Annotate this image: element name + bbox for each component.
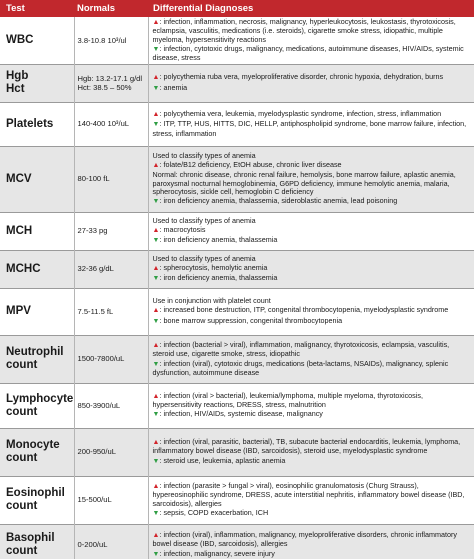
up-triangle-icon: ▲ bbox=[152, 226, 160, 234]
up-triangle-icon: ▲ bbox=[152, 482, 160, 490]
normals-cell bbox=[74, 102, 148, 146]
up-triangle-icon: ▲ bbox=[152, 439, 160, 447]
header-normals: Normals bbox=[77, 3, 116, 14]
diagnosis-text: : macrocytosis bbox=[159, 224, 206, 234]
diagnosis-text: : steroid use, leukemia, aplastic anemia bbox=[159, 455, 286, 465]
down-triangle-icon: ▼ bbox=[152, 457, 160, 465]
diagnosis-line bbox=[153, 410, 473, 419]
differential-cell bbox=[148, 146, 474, 212]
test-name: count bbox=[6, 405, 38, 418]
table-row bbox=[0, 428, 474, 476]
diagnosis-text: : iron deficiency anemia, thalassemia bbox=[159, 273, 278, 283]
test-name: count bbox=[6, 500, 38, 512]
diagnosis-line bbox=[153, 120, 473, 138]
diagnosis-text: : polycythemia ruba vera, myeloproliferative disorder, chronic hypoxia, dehydration, burns bbox=[159, 72, 444, 82]
up-triangle-icon: ▲ bbox=[152, 19, 160, 26]
test-name: count bbox=[6, 359, 38, 371]
differential-cell bbox=[148, 212, 474, 250]
test-name-cell bbox=[0, 102, 74, 146]
up-triangle-icon: ▲ bbox=[152, 264, 160, 272]
normals-cell bbox=[74, 17, 148, 64]
normal-range: Hct: 38.5 – 50% bbox=[77, 83, 132, 92]
diagnosis-text: Used to classify types of anemia bbox=[152, 253, 256, 263]
diagnosis-text: : infection, inflammation, necrosis, malignancy, hyperleukocytosis, leukostasis, thyrotoxicosis, eclampsia, vasculitis, medications (i.e. steroids), cigarette smoke stress, idiopathic, multiple myeloma, hypersensitivity reactions bbox=[152, 17, 456, 44]
diagnosis-line bbox=[153, 255, 473, 263]
normal-range: Hgb: 13.2-17.1 g/dl bbox=[77, 73, 143, 83]
test-name-cell bbox=[0, 383, 74, 428]
test-name-cell bbox=[0, 212, 74, 250]
normal-range: 7.5-11.5 fL bbox=[77, 306, 114, 316]
diagnosis-line bbox=[153, 306, 473, 315]
test-name-cell bbox=[0, 146, 74, 212]
up-triangle-icon: ▲ bbox=[152, 392, 160, 400]
table-row bbox=[0, 524, 474, 559]
diagnosis-text: : bone marrow suppression, congenital thrombocytopenia bbox=[159, 315, 343, 325]
diagnosis-line bbox=[153, 84, 473, 93]
normal-range: 27-33 pg bbox=[77, 226, 108, 236]
normals-cell bbox=[74, 212, 148, 250]
normals-cell bbox=[74, 250, 148, 288]
diagnosis-text: Used to classify types of anemia bbox=[152, 215, 256, 225]
header-differential: Differential Diagnoses bbox=[153, 3, 254, 14]
test-name-cell bbox=[0, 524, 74, 559]
test-name-cell bbox=[0, 476, 74, 524]
down-triangle-icon: ▼ bbox=[152, 84, 160, 92]
diagnosis-line bbox=[153, 274, 473, 283]
normal-range: 3.8-10.8 10³/ul bbox=[77, 35, 127, 45]
up-triangle-icon: ▲ bbox=[152, 341, 160, 349]
test-name: Hct bbox=[6, 83, 25, 95]
diagnosis-text: Normal: chronic disease, chronic renal failure, hemolysis, bone marrow failure, aplastic anemia, paroxysmal nocturnal hemoglobinemia, G6PD deficiency, immune hemolytic anemia, malaria, spherocytosis, sickle cell, hemoglobin C deficiency bbox=[152, 170, 456, 196]
test-name: Neutrophil bbox=[6, 346, 64, 358]
normals-cell bbox=[74, 146, 148, 212]
diagnosis-text: : iron deficiency anemia, thalassemia, sideroblastic anemia, lead poisoning bbox=[159, 196, 398, 206]
diagnosis-line bbox=[153, 360, 473, 378]
table-row bbox=[0, 288, 474, 335]
table-row bbox=[0, 102, 474, 146]
diagnosis-text: : increased bone destruction, ITP, congenital thrombocytopenia, myelodysplastic syndrome bbox=[159, 305, 449, 315]
normals-cell bbox=[74, 335, 148, 383]
normals-cell bbox=[74, 428, 148, 476]
test-name: Lymphocyte bbox=[6, 392, 74, 405]
diagnosis-line bbox=[153, 509, 473, 518]
up-triangle-icon: ▲ bbox=[152, 532, 160, 540]
test-name: count bbox=[6, 545, 38, 557]
normal-range: 15-500/uL bbox=[77, 495, 112, 505]
diagnosis-text: : ITP, TTP, HUS, HITTS, DIC, HELLP, antiphospholipid syndrome, bone marrow failure, infection, stress, inflammation bbox=[152, 119, 467, 138]
normals-cell bbox=[74, 476, 148, 524]
diagnosis-line bbox=[153, 226, 473, 235]
test-name-cell bbox=[0, 335, 74, 383]
test-name: MCH bbox=[6, 224, 33, 237]
normal-range: 850-3900/uL bbox=[77, 400, 121, 410]
diagnosis-text: : sepsis, COPD exacerbation, ICH bbox=[159, 507, 269, 517]
diagnosis-line bbox=[153, 73, 473, 82]
differential-cell bbox=[148, 383, 474, 428]
table-row bbox=[0, 476, 474, 524]
table-row bbox=[0, 335, 474, 383]
normals-cell bbox=[74, 524, 148, 559]
diagnosis-text: : infection (viral), cytotoxic drugs, medications (beta-lactams, NSAIDs), malignancy, splenic dysfunction, autoimmune disease bbox=[152, 358, 449, 377]
normal-range: 80-100 fL bbox=[77, 174, 110, 184]
diagnosis-text: : infection (viral, parasitic, bacterial), TB, subacute bacterial endocarditis, leukemia, lymphoma, inflammatory bowel disease (IBD, sarcoidosis), steroid use, myelodysplastic syndrome bbox=[152, 437, 461, 456]
diagnosis-text: Used to classify types of anemia bbox=[152, 150, 256, 160]
differential-cell bbox=[148, 102, 474, 146]
diagnosis-text: : spherocytosis, hemolytic anemia bbox=[159, 262, 268, 272]
diagnosis-line bbox=[153, 392, 473, 410]
diagnosis-line bbox=[153, 45, 473, 63]
down-triangle-icon: ▼ bbox=[152, 360, 160, 368]
up-triangle-icon: ▲ bbox=[152, 111, 160, 119]
differential-cell bbox=[148, 476, 474, 524]
test-name: WBC bbox=[6, 33, 34, 46]
differential-cell bbox=[148, 17, 474, 64]
differential-cell bbox=[148, 288, 474, 335]
down-triangle-icon: ▼ bbox=[152, 121, 160, 129]
table-header bbox=[0, 0, 474, 17]
up-triangle-icon: ▲ bbox=[152, 74, 160, 82]
test-name: Hgb bbox=[6, 70, 29, 82]
differential-cell bbox=[148, 250, 474, 288]
diagnosis-line bbox=[153, 171, 473, 196]
table-body bbox=[0, 17, 474, 559]
diagnosis-line bbox=[153, 317, 473, 326]
down-triangle-icon: ▼ bbox=[152, 275, 160, 283]
table-row bbox=[0, 250, 474, 288]
down-triangle-icon: ▼ bbox=[152, 198, 160, 206]
diagnosis-text: : polycythemia vera, leukemia, myelodysplastic syndrome, infection, stress, inflammation bbox=[159, 109, 442, 119]
diagnosis-line bbox=[153, 531, 473, 549]
normals-cell bbox=[74, 64, 148, 102]
diagnosis-text: : iron deficiency anemia, thalassemia bbox=[159, 235, 278, 245]
normal-range: 32-36 g/dL bbox=[77, 264, 114, 274]
diagnosis-line bbox=[153, 457, 473, 466]
diagnosis-line bbox=[153, 197, 473, 206]
down-triangle-icon: ▼ bbox=[152, 317, 160, 325]
normal-range: 0-200/uL bbox=[77, 540, 108, 550]
diagnosis-line bbox=[153, 18, 473, 44]
test-name: MPV bbox=[6, 305, 31, 317]
diagnosis-line bbox=[153, 264, 473, 273]
differential-cell bbox=[148, 335, 474, 383]
down-triangle-icon: ▼ bbox=[152, 237, 160, 245]
table-row bbox=[0, 146, 474, 212]
test-name: Platelets bbox=[6, 117, 54, 130]
up-triangle-icon: ▲ bbox=[152, 307, 160, 315]
diagnosis-line bbox=[153, 161, 473, 170]
diagnosis-text: : infection (viral), inflammation, malignancy, myeloproliferative disorders, chronic inflammatory bowel disease (IBD, sarcoidosis), allergies bbox=[152, 530, 457, 549]
down-triangle-icon: ▼ bbox=[152, 550, 160, 558]
test-name: Basophil bbox=[6, 532, 55, 544]
normals-cell bbox=[74, 383, 148, 428]
down-triangle-icon: ▼ bbox=[152, 509, 160, 517]
diagnosis-line bbox=[153, 217, 473, 225]
diagnosis-text: : infection, HIV/AIDs, systemic disease, malignancy bbox=[159, 409, 323, 419]
diagnosis-text: : infection, malignancy, severe injury bbox=[159, 548, 275, 558]
test-name-cell bbox=[0, 250, 74, 288]
diagnosis-line bbox=[153, 297, 473, 305]
diagnosis-text: Use in conjunction with platelet count bbox=[152, 296, 271, 306]
diagnosis-line bbox=[153, 482, 473, 508]
diagnosis-text: : infection (bacterial > viral), inflammation, malignancy, thyrotoxicosis, eclampsia, vasculitis, steroid use, cigarette smoke, stress, idiopathic bbox=[152, 339, 450, 359]
table-row bbox=[0, 212, 474, 250]
differential-cell bbox=[148, 64, 474, 102]
normals-cell bbox=[74, 288, 148, 335]
test-name-cell bbox=[0, 64, 74, 102]
diagnosis-line bbox=[153, 341, 473, 359]
table-row bbox=[0, 64, 474, 102]
table-row bbox=[0, 17, 474, 64]
diagnosis-line bbox=[153, 236, 473, 245]
test-name-cell bbox=[0, 288, 74, 335]
diagnosis-text: : folate/B12 deficiency, EtOH abuse, chronic liver disease bbox=[159, 159, 342, 169]
test-name: MCHC bbox=[6, 262, 41, 275]
diagnosis-text: : infection (viral > bacterial), leukemia/lymphoma, multiple myeloma, thyrotoxicosis, hypersensitivity reactions, DRESS, stress, malnutrition bbox=[152, 390, 423, 409]
test-name-cell bbox=[0, 428, 74, 476]
test-name-cell bbox=[0, 17, 74, 64]
differential-cell bbox=[148, 524, 474, 559]
diagnosis-line bbox=[153, 550, 473, 559]
differential-cell bbox=[148, 428, 474, 476]
normal-range: 1500-7800/uL bbox=[77, 354, 125, 364]
test-name: Monocyte bbox=[6, 439, 60, 451]
test-name: count bbox=[6, 452, 38, 464]
header-test: Test bbox=[6, 3, 25, 14]
diagnosis-text: : anemia bbox=[159, 82, 188, 92]
test-name: Eosinophil bbox=[6, 487, 65, 499]
up-triangle-icon: ▲ bbox=[152, 161, 160, 169]
down-triangle-icon: ▼ bbox=[152, 45, 160, 53]
test-name: MCV bbox=[6, 172, 32, 185]
header-row bbox=[0, 0, 474, 17]
diagnosis-line bbox=[153, 438, 473, 456]
normal-range: 140-400 10³/uL bbox=[77, 119, 130, 129]
diagnosis-text: : infection, cytotoxic drugs, malignancy, medications, autoimmune diseases, HIV/AIDs, systemic disease, stress bbox=[152, 43, 464, 63]
down-triangle-icon: ▼ bbox=[152, 411, 160, 419]
table-row bbox=[0, 383, 474, 428]
diagnosis-text: : infection (parasite > fungal > viral), eosinophilic granulomatosis (Churg Strauss), hypereosinophilic syndrome, DRESS, acute interstitial nephritis, inflammatory bowel disease (IBD, sarcoidosis), allergies bbox=[152, 480, 465, 508]
diagnosis-line bbox=[153, 110, 473, 119]
diagnosis-line bbox=[153, 152, 473, 160]
normal-range: 200-950/uL bbox=[77, 447, 116, 457]
